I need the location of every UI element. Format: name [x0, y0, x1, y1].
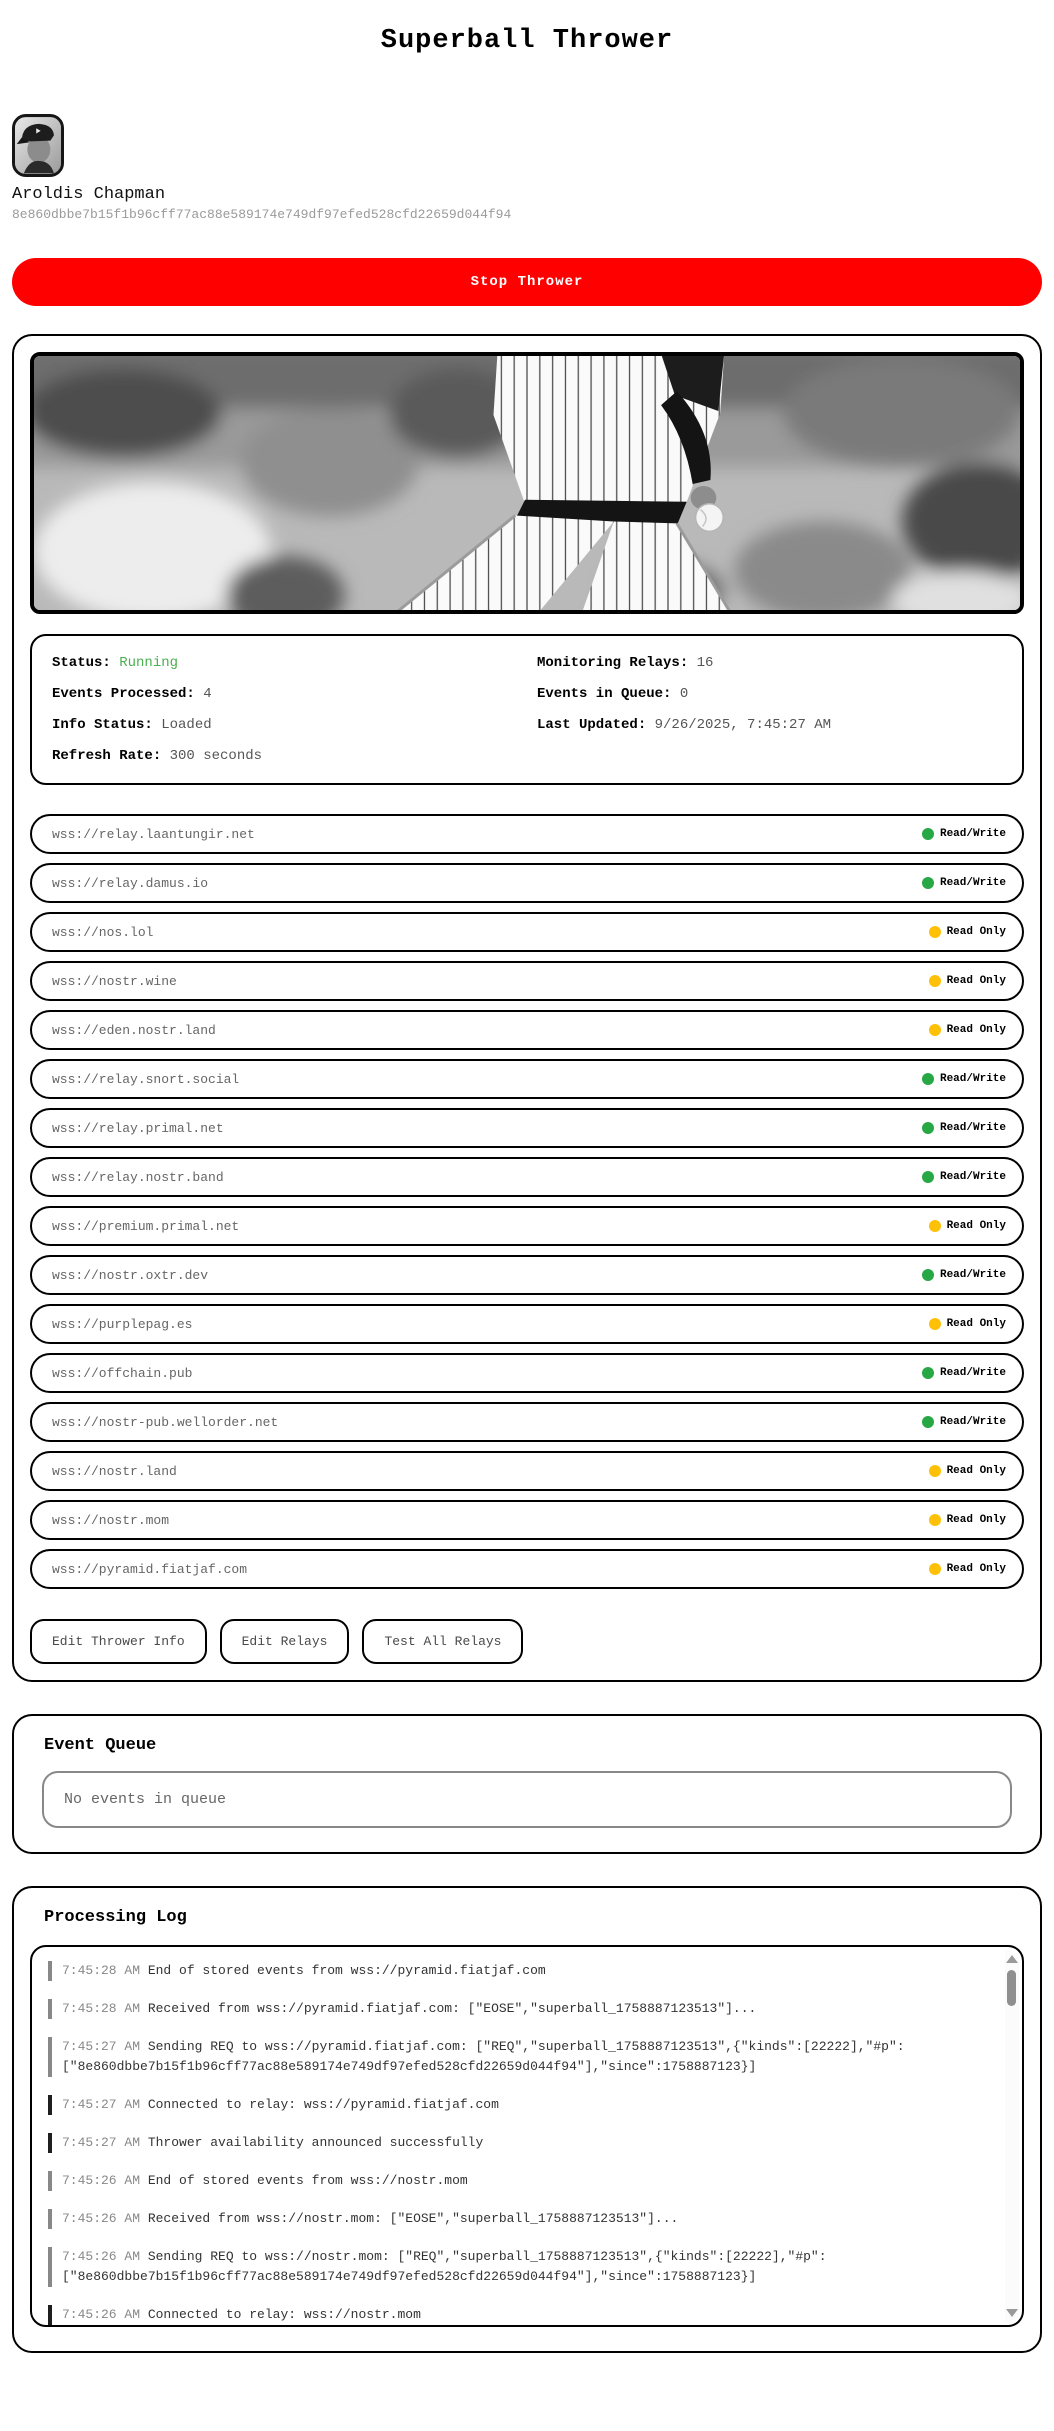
thrower-main-card	[12, 334, 1042, 1682]
processing-log-card	[12, 1886, 1042, 2353]
profile-pubkey: 8e860dbbe7b15f1b96cff77ac88e589174e749df97efed528cfd22659d044f94	[12, 207, 512, 222]
relay-access-badge	[922, 828, 1006, 840]
status-panel	[30, 634, 1024, 785]
test-all-relays-button[interactable]: Test All Relays	[362, 1619, 523, 1664]
thrower-photo	[30, 352, 1024, 614]
relay-row	[30, 1549, 1024, 1589]
relay-row	[30, 912, 1024, 952]
log-entry-time: 7:45:28 AM	[62, 2001, 148, 2016]
status-field-value: 0	[679, 686, 689, 702]
relay-row	[30, 1255, 1024, 1295]
relay-status-dot-icon	[929, 1220, 941, 1232]
status-field	[537, 714, 1002, 736]
relay-access-label: Read Only	[946, 926, 1006, 938]
relay-access-label: Read Only	[946, 1220, 1006, 1232]
relay-access-label: Read Only	[946, 1563, 1006, 1575]
player-portrait-icon	[15, 117, 61, 174]
stop-thrower-button[interactable]: Stop Thrower	[12, 258, 1042, 306]
relay-list	[30, 814, 1024, 1589]
log-entry-message: Connected to relay: wss://nostr.mom	[147, 2307, 421, 2322]
relay-access-badge	[929, 1220, 1006, 1232]
log-entry-message: Received from wss://pyramid.fiatjaf.com: ["EOSE","superball_1758887123513"]...	[147, 2001, 757, 2016]
profile-name: Aroldis Chapman	[12, 185, 166, 204]
page-title: Superball Thrower	[380, 26, 674, 56]
status-field-label: Refresh Rate:	[52, 748, 170, 764]
log-entry	[48, 2133, 988, 2153]
relay-access-label: Read/Write	[939, 1367, 1006, 1379]
log-entry-time: 7:45:27 AM	[62, 2039, 148, 2054]
status-field-value: 4	[203, 686, 212, 702]
log-entry	[48, 2247, 988, 2287]
relay-url: wss://nostr.oxtr.dev	[52, 1267, 209, 1283]
relay-status-dot-icon	[929, 975, 941, 987]
relay-status-dot-icon	[922, 1073, 934, 1085]
log-entry-message: Received from wss://nostr.mom: ["EOSE","superball_1758887123513"]...	[147, 2211, 679, 2226]
relay-access-label: Read/Write	[939, 1416, 1006, 1428]
relay-row	[30, 1059, 1024, 1099]
relay-access-label: Read Only	[946, 1465, 1006, 1477]
event-queue-empty-message: No events in queue	[64, 1791, 227, 1808]
status-field-label: Monitoring Relays:	[537, 655, 697, 671]
relay-url: wss://nostr.land	[52, 1463, 177, 1479]
action-buttons	[30, 1619, 1024, 1664]
relay-access-badge	[929, 1514, 1006, 1526]
scrollbar-thumb[interactable]	[1007, 1970, 1016, 2006]
relay-access-label: Read Only	[946, 975, 1006, 987]
avatar	[12, 114, 64, 177]
relay-row	[30, 961, 1024, 1001]
log-entry	[48, 2095, 988, 2115]
relay-url: wss://relay.laantungir.net	[52, 826, 255, 842]
relay-status-dot-icon	[922, 1416, 934, 1428]
log-entry	[48, 2305, 988, 2325]
log-entry	[48, 2171, 988, 2191]
status-field	[52, 745, 517, 767]
relay-status-dot-icon	[922, 828, 934, 840]
pitcher-photo-image	[34, 356, 1020, 610]
relay-status-dot-icon	[922, 1171, 934, 1183]
status-field	[52, 652, 517, 674]
log-scrollbar[interactable]	[1005, 1950, 1019, 2322]
relay-status-dot-icon	[929, 1514, 941, 1526]
relay-access-badge	[922, 1171, 1006, 1183]
log-entry	[48, 2209, 988, 2229]
log-entry	[48, 2037, 988, 2077]
log-entry-time: 7:45:27 AM	[62, 2097, 148, 2112]
relay-access-badge	[922, 1269, 1006, 1281]
relay-url: wss://nostr.wine	[52, 973, 177, 989]
relay-url: wss://relay.nostr.band	[52, 1169, 224, 1185]
edit-thrower-info-button[interactable]: Edit Thrower Info	[30, 1619, 207, 1664]
log-entry-time: 7:45:28 AM	[62, 1963, 148, 1978]
relay-access-label: Read/Write	[939, 1269, 1006, 1281]
relay-url: wss://purplepag.es	[52, 1316, 193, 1332]
relay-access-label: Read/Write	[939, 1171, 1006, 1183]
status-field-value: 300 seconds	[169, 748, 263, 764]
log-entry-time: 7:45:26 AM	[62, 2307, 148, 2322]
relay-row	[30, 1206, 1024, 1246]
status-field-label: Status:	[52, 655, 120, 671]
relay-status-dot-icon	[922, 1367, 934, 1379]
profile-block	[12, 114, 1042, 222]
relay-url: wss://nostr-pub.wellorder.net	[52, 1414, 279, 1430]
relay-access-badge	[929, 926, 1006, 938]
relay-access-badge	[922, 1073, 1006, 1085]
relay-access-label: Read Only	[946, 1514, 1006, 1526]
relay-status-dot-icon	[922, 1122, 934, 1134]
relay-row	[30, 1402, 1024, 1442]
scrollbar-up-arrow-icon[interactable]	[1006, 1955, 1018, 1963]
relay-url: wss://relay.damus.io	[52, 875, 209, 891]
status-field-label: Last Updated:	[537, 717, 655, 733]
relay-status-dot-icon	[929, 1024, 941, 1036]
relay-status-dot-icon	[929, 1465, 941, 1477]
log-entry-time: 7:45:26 AM	[62, 2249, 148, 2264]
relay-access-label: Read/Write	[939, 877, 1006, 889]
relay-row	[30, 1304, 1024, 1344]
relay-row	[30, 1353, 1024, 1393]
status-column-left	[52, 652, 517, 767]
status-column-right	[537, 652, 1002, 767]
relay-access-badge	[929, 1024, 1006, 1036]
relay-url: wss://relay.snort.social	[52, 1071, 240, 1087]
log-entry-time: 7:45:26 AM	[62, 2173, 148, 2188]
status-field-value: 9/26/2025, 7:45:27 AM	[654, 717, 832, 733]
relay-row	[30, 863, 1024, 903]
edit-relays-button[interactable]: Edit Relays	[220, 1619, 350, 1664]
log-entry-message: Sending REQ to wss://nostr.mom: ["REQ","superball_1758887123513",{"kinds":[22222],"#p":["8e860dbbe7b15f1b96cff77ac88e589174e749df97efed528cfd22659d044f94"],"since":1758887123}]	[62, 2249, 827, 2284]
relay-access-badge	[922, 1367, 1006, 1379]
status-field-label: Events in Queue:	[537, 686, 680, 702]
relay-status-dot-icon	[929, 1563, 941, 1575]
processing-log-heading: Processing Log	[44, 1908, 187, 1927]
status-field	[52, 714, 517, 736]
log-entry	[48, 1999, 988, 2019]
relay-access-badge	[929, 1465, 1006, 1477]
relay-url: wss://eden.nostr.land	[52, 1022, 216, 1038]
status-field-value: 16	[696, 655, 714, 671]
relay-access-label: Read/Write	[939, 828, 1006, 840]
relay-access-badge	[929, 1318, 1006, 1330]
status-field-value: Running	[119, 655, 179, 671]
log-entry	[48, 1961, 988, 1981]
processing-log-box[interactable]	[30, 1945, 1024, 2327]
status-field	[537, 683, 1002, 705]
relay-access-label: Read Only	[946, 1024, 1006, 1036]
relay-access-badge	[922, 1122, 1006, 1134]
relay-row	[30, 1108, 1024, 1148]
relay-access-badge	[922, 1416, 1006, 1428]
relay-url: wss://nostr.mom	[52, 1512, 170, 1528]
log-entry-message: End of stored events from wss://nostr.mom	[147, 2173, 468, 2188]
event-queue-heading: Event Queue	[44, 1736, 157, 1755]
relay-row	[30, 1451, 1024, 1491]
relay-url: wss://relay.primal.net	[52, 1120, 224, 1136]
log-entry-time: 7:45:27 AM	[62, 2135, 148, 2150]
relay-access-badge	[929, 1563, 1006, 1575]
log-entry-message: Connected to relay: wss://pyramid.fiatjaf.com	[147, 2097, 499, 2112]
relay-url: wss://pyramid.fiatjaf.com	[52, 1561, 248, 1577]
relay-access-label: Read Only	[946, 1318, 1006, 1330]
relay-access-label: Read/Write	[939, 1122, 1006, 1134]
relay-url: wss://nos.lol	[52, 924, 154, 940]
status-field-value: Loaded	[161, 717, 212, 733]
relay-status-dot-icon	[922, 877, 934, 889]
scrollbar-down-arrow-icon[interactable]	[1006, 2309, 1018, 2317]
relay-status-dot-icon	[922, 1269, 934, 1281]
relay-row	[30, 1157, 1024, 1197]
relay-access-label: Read/Write	[939, 1073, 1006, 1085]
event-queue-card	[12, 1714, 1042, 1854]
relay-url: wss://offchain.pub	[52, 1365, 193, 1381]
relay-row	[30, 1010, 1024, 1050]
log-entry-time: 7:45:26 AM	[62, 2211, 148, 2226]
log-entry-message: Thrower availability announced successfully	[147, 2135, 484, 2150]
relay-access-badge	[929, 975, 1006, 987]
log-entry-message: End of stored events from wss://pyramid.fiatjaf.com	[147, 1963, 546, 1978]
relay-url: wss://premium.primal.net	[52, 1218, 240, 1234]
event-queue-empty-box	[42, 1771, 1012, 1828]
status-field-label: Events Processed:	[52, 686, 204, 702]
log-entry-message: Sending REQ to wss://pyramid.fiatjaf.com: ["REQ","superball_1758887123513",{"kinds":[22222],"#p":["8e860dbbe7b15f1b96cff77ac88e589174e749df97efed528cfd22659d044f94"],"since":1758887123}]	[62, 2039, 905, 2074]
relay-access-badge	[922, 877, 1006, 889]
relay-status-dot-icon	[929, 1318, 941, 1330]
relay-status-dot-icon	[929, 926, 941, 938]
status-field	[52, 683, 517, 705]
relay-row	[30, 814, 1024, 854]
status-field-label: Info Status:	[52, 717, 162, 733]
status-field	[537, 652, 1002, 674]
relay-row	[30, 1500, 1024, 1540]
